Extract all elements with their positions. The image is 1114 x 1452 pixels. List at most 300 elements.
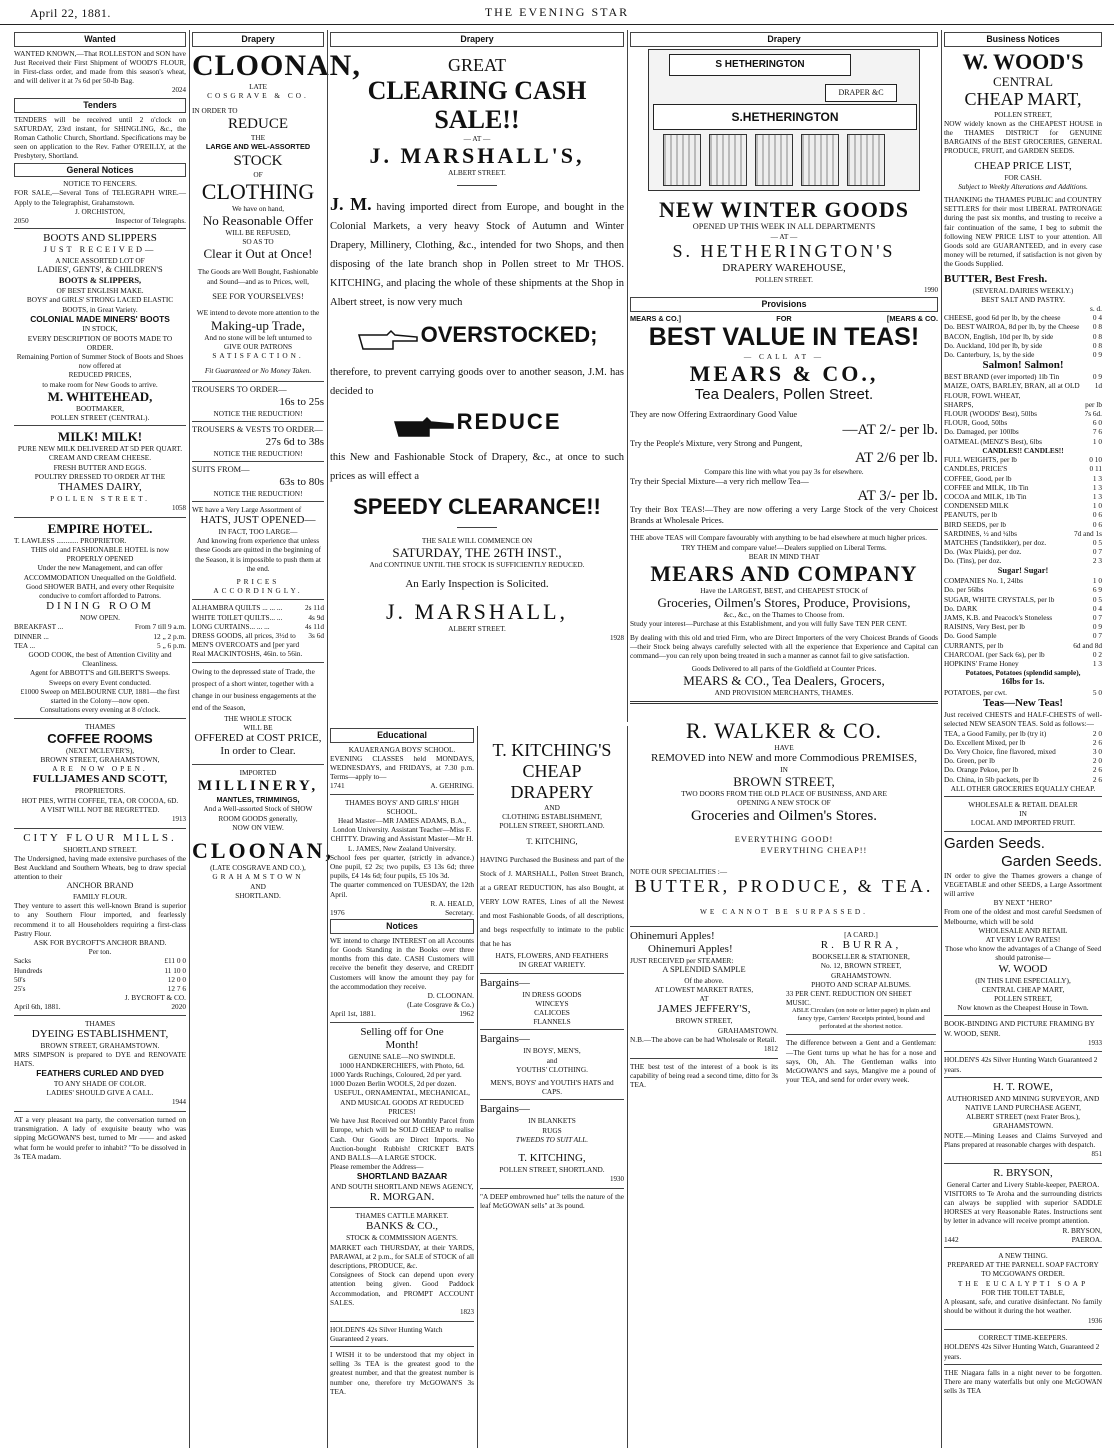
rowe-line: AUTHORISED AND MINING SURVEYOR, AND xyxy=(946,1093,1100,1103)
price-value: 5 „ 6 p.m. xyxy=(157,640,186,650)
price-value: 1 3 xyxy=(1092,473,1102,483)
wood-name: W. WOOD'S xyxy=(962,48,1084,74)
sell-line: 1000 Yards Ruchings, Coloured, 2d per yard. 1000 Dozen Berlin WOOLS, 2d per dozen. xyxy=(330,1070,462,1089)
price-list-2 xyxy=(944,372,1102,446)
price-item: Hundreds xyxy=(14,965,43,975)
coffee-pre: THAMES xyxy=(85,721,115,731)
price-item: Do. (Wax Plaids), per doz. xyxy=(944,547,1022,557)
walker-line: OPENING A NEW STOCK OF xyxy=(737,798,831,808)
price-value: 0 11 xyxy=(1089,464,1102,474)
jm-initials: J. M. xyxy=(330,194,372,214)
ad-number: 1913 xyxy=(172,814,186,823)
milk-line: POLLEN STREET. xyxy=(50,494,150,504)
empire-line: Consultations every evening at 8 o'clock. xyxy=(39,705,161,715)
everything-good: EVERYTHING GOOD! xyxy=(734,835,834,845)
mears-signature-2: AND PROVISION MERCHANTS, THAMES. xyxy=(714,688,854,698)
notice-date: April 1st, 1881. xyxy=(330,1009,376,1019)
boots-line: BOOTS & SLIPPERS, xyxy=(58,275,142,285)
price-item: COFFEE and MILK, 1lb Tin xyxy=(944,482,1029,492)
tea-price: AT 2/6 per lb. xyxy=(854,450,938,467)
boots-line: A NICE ASSORTED LOT OF xyxy=(55,255,145,265)
kitching-text: HAVING Purchased the Business and part of the Stock of J. MARSHALL, Pollen Street Branch, at a GREAT REDUCTION, has also Bought, at VERY LOW RATES, Lines of all the Newest and most Fashionable Goods, of all descriptions, and begs respectfully to intimate to the public that he has xyxy=(480,855,624,949)
grahamstown: GRAHAMSTOWN xyxy=(212,872,304,882)
wholesale-line: LOCAL AND IMPORTED FRUIT. xyxy=(970,818,1076,828)
cloonan-line: SO AS TO xyxy=(242,237,274,247)
price-value: £11 0 0 xyxy=(164,956,186,966)
morgan: R. MORGAN. xyxy=(369,1191,435,1204)
cloonan-line: LARGE AND WEL-ASSORTED xyxy=(205,142,311,152)
for-cash: FOR CASH. xyxy=(1004,172,1042,182)
coffee-rooms-title: COFFEE ROOMS xyxy=(47,730,153,746)
ad-number: 1442 xyxy=(944,1234,959,1244)
empire-proprietor: T. LAWLESS ............ PROPRIETOR. xyxy=(14,535,127,545)
price-value: 0 7 xyxy=(1092,612,1102,622)
section-head-provisions: Provisions xyxy=(630,297,938,312)
low-rates: AT VERY LOW RATES! xyxy=(985,935,1061,945)
groceries-line: Groceries, Oilmen's Stores, Produce, Provisions, xyxy=(657,595,911,611)
price-row xyxy=(944,738,1102,747)
bryson-town: PAEROA. xyxy=(1071,1234,1102,1244)
dye-line: LADIES' SHOULD GIVE A CALL. xyxy=(46,1088,154,1098)
price-row xyxy=(192,622,324,631)
boots-line: EVERY DESCRIPTION OF BOOTS MADE TO ORDER. xyxy=(27,333,173,352)
coffee-line: HOT PIES, WITH COFFEE, TEA, OR COCOA, 6D. xyxy=(21,795,179,805)
milk-line: CREAM AND CREAM CHEESE. xyxy=(48,453,152,463)
tea-try: Try their Box TEAS!—They are now offering a very Large Stock of the very Choicest Brands at Wholesale Prices. xyxy=(630,505,938,525)
price-item: HOPKINS' Frame Honey xyxy=(944,658,1019,668)
marshall-para-text: having imported direct from Europe, and bought in the Colonial Markets, a very heavy Stock of Autumn and Winter Drapery, Millinery, Clothing, &c., intended for two Shops, and then disposing of the late branch shop in Pollen street to Mr THOS. KITCHING, and placing the whole of these shipments at the Shop in Albert street, is now very much xyxy=(330,202,624,308)
price-value: 2 6 xyxy=(1092,765,1102,775)
price-value: 3 0 xyxy=(1092,746,1102,756)
price-value: 7d and 1s xyxy=(1074,528,1102,538)
mears-line: Have the LARGEST, BEST, and CHEAPEST STOCK of xyxy=(700,585,868,595)
cloonan-line: No Reasonable Offer xyxy=(202,213,314,229)
ad-number: 1058 xyxy=(172,504,186,513)
price-value: 12 0 0 xyxy=(167,974,186,984)
city-flour-title: CITY FLOUR MILLS. xyxy=(23,831,177,844)
column-3b xyxy=(480,726,624,1448)
price-row xyxy=(944,474,1102,483)
section-head-business: Business Notices xyxy=(944,32,1102,47)
school-quarter: The quarter commenced on TUESDAY, the 12th April. xyxy=(330,880,474,899)
cheap-drapery: CHEAP DRAPERY xyxy=(510,761,594,802)
boots-received: JUST RECEIVED— xyxy=(43,245,157,255)
bargain-line: RUGS xyxy=(542,1125,562,1135)
best-value-teas: BEST VALUE IN TEAS! xyxy=(648,322,920,351)
walker-line: IN xyxy=(780,764,788,774)
section-head-educational: Educational xyxy=(330,728,474,743)
price-row xyxy=(192,603,324,612)
price-row xyxy=(944,538,1102,547)
ad-number: 1928 xyxy=(610,633,624,642)
seeds-text: Those who know the advantages of a Change of Seed should patronise— xyxy=(944,944,1102,963)
boots-title: BOOTS AND SLIPPERS xyxy=(43,232,157,245)
price-row xyxy=(944,372,1102,381)
price-row xyxy=(944,409,1102,418)
bargain-line: FLANNELS xyxy=(533,1017,571,1027)
ohinemuri: Ohinemuri Apples! xyxy=(630,930,715,942)
mcgowan-foot: "A DEEP embrowned hue" tells the nature of the leaf McGOWAN sells" at 3s pound. xyxy=(480,1191,624,1211)
tea-offer: They are now Offering Extraordinary Good Value xyxy=(630,410,798,420)
mcgowan-foot: I WISH it to be understood that my object in selling 3s TEA is the greatest good to the greatest number, and that the greatest number is number one, therefore try McGOWAN'S 3s TEA. xyxy=(330,1349,474,1396)
wood-intro: NOW widely known as the CHEAPEST HOUSE in the THAMES DISTRICT for GENUINE BARGAINS of the BEST GROCERIES, GENERAL PRODUCE, FRUIT, and GARDEN SEEDS. xyxy=(944,118,1102,156)
ad-number: 1944 xyxy=(172,1098,186,1107)
price-value: 0 5 xyxy=(1092,537,1102,547)
jeffery-line: A SPLENDID SAMPLE xyxy=(662,965,746,975)
fencers-signature: J. ORCHISTON, xyxy=(75,206,125,216)
price-row xyxy=(944,585,1102,594)
price-item: DRESS GOODS, all prices, 3½d to xyxy=(192,631,296,641)
price-row xyxy=(14,632,186,641)
hats-line: IN FACT, TOO LARGE— xyxy=(218,527,298,537)
empire-line: £1000 Sweep on MELBOURNE CUP, 1881—the first started in the Colony—now open. xyxy=(20,686,180,706)
price-row xyxy=(944,510,1102,519)
empire-hotel-title: EMPIRE HOTEL. xyxy=(47,520,153,536)
price-row xyxy=(944,313,1102,322)
cloonan-line: Making-up Trade, xyxy=(211,317,305,333)
jeffery-line: Of the above. xyxy=(684,975,724,985)
anchor-brand: ANCHOR BRAND xyxy=(66,881,134,891)
jeffery-line: JUST RECEIVED per STEAMER: xyxy=(630,956,734,965)
eucalypti-soap: THE EUCALYPTI SOAP xyxy=(957,1278,1089,1288)
soap-line: FOR THE TOILET TABLE, xyxy=(981,1287,1065,1297)
shop-banner: S.HETHERINGTON xyxy=(653,104,917,130)
kitching-line: HATS, FLOWERS, AND FEATHERS xyxy=(495,951,609,961)
notice-reduction: NOTICE THE REDUCTION! xyxy=(213,448,303,458)
ad-number: 851 xyxy=(1091,1150,1102,1159)
section-head-drapery: Drapery xyxy=(192,32,324,47)
mears-signature: MEARS & CO., Tea Dealers, Grocers, xyxy=(683,673,885,689)
sd-header: s. d. xyxy=(1090,304,1102,314)
price-item: Do. Good Sample xyxy=(944,631,997,641)
price-value: 2 0 xyxy=(1092,756,1102,766)
candles-heading: CANDLES!! CANDLES!! xyxy=(982,445,1064,455)
kauaeranga-title: KAUAERANGA BOYS' SCHOOL. xyxy=(348,744,456,754)
clothing-heading: CLOTHING xyxy=(201,178,315,204)
banks-line: STOCK & COMMISSION AGENTS. xyxy=(346,1233,458,1243)
price-item: Do. BEST WAIROA, 8d per lb, by the Cheese xyxy=(944,322,1080,332)
column-5 xyxy=(944,30,1102,1448)
price-value: 6 9 xyxy=(1092,585,1102,595)
niagara-foot: THE Niagara falls in a night never to be forgotten. There are many waterfalls but only one McGOWAN sells 3s TEA xyxy=(944,1367,1102,1396)
book-test: THE best test of the interest of a book is its capability of being read a second time, ditto for 3s TEA. xyxy=(630,1061,778,1090)
price-value: 0 8 xyxy=(1092,340,1102,350)
sell-line: Please remember the Address— xyxy=(330,1162,424,1172)
boots-line: COLONIAL MADE MINERS' BOOTS xyxy=(30,313,170,324)
price-item: TEA, a Good Family, per lb (try it) xyxy=(944,728,1047,738)
tea-above: THE above TEAS will Compare favourably with anything to be had elsewhere at much higher prices. xyxy=(630,533,927,543)
bryson-line: General Carter and Livery Stable-keeper, PAEROA. xyxy=(946,1179,1100,1189)
mears-line: By dealing with this old and tried Firm, who are Direct Importers of the very Choicest Brands of Goods—their Stock being always carefully selected with all the experience that Experience and Capital can command—you can rely upon being treated in such a manner as cannot fail to give satisfaction. xyxy=(630,632,938,660)
burra-line: ABLE Circulars (on note or letter paper) in plain and fancy type, Carriers' Receipts printed, bound and perforated at the shortest notice. xyxy=(791,1007,931,1031)
section-head-wanted: Wanted xyxy=(14,32,186,47)
depressed-trade: Owing to the depressed state of Trade, the prospect of a short winter, together with a change in our business engagements at the end of the Season, xyxy=(192,666,317,712)
great-heading: GREAT xyxy=(448,54,506,75)
price-item: 25's xyxy=(14,983,26,993)
kitching-line: IN GREAT VARIETY. xyxy=(518,960,586,970)
price-value: 0 2 xyxy=(1092,649,1102,659)
in-order-to-clear: In order to Clear. xyxy=(220,745,296,758)
walker-name: R. WALKER & CO. xyxy=(685,717,883,743)
ad-number: 1990 xyxy=(924,285,938,294)
butter-sub: BEST SALT AND PASTRY. xyxy=(981,294,1065,304)
price-row xyxy=(944,775,1102,784)
cloonan-line: SEE FOR YOURSELVES! xyxy=(212,291,304,301)
kitching-line: POLLEN STREET, SHORTLAND. xyxy=(499,821,605,831)
sell-line: USEFUL, ORNAMENTAL, MECHANICAL, AND MUSICAL GOODS AT REDUCED PRICES! xyxy=(334,1088,470,1116)
gent-anecdote: The difference between a Gent and a Gentleman:—The Gent turns up what he has for a nose and says, Oh, Ah. The Gentleman walks into McGOWAN'S and says, Mangive me a pound of your TEA, and send for order every week. xyxy=(786,1038,936,1085)
price-value: 0 10 xyxy=(1089,455,1102,465)
bargains-heading: Bargains— xyxy=(480,976,530,989)
genuine-sale: GENUINE SALE—NO SWINDLE. xyxy=(348,1051,456,1061)
reduce: REDUCE xyxy=(456,409,562,435)
milk-line: PURE NEW MILK DELIVERED AT 5D PER QUART. xyxy=(17,444,183,454)
notice-reduction: NOTICE THE REDUCTION! xyxy=(213,409,303,419)
price-value: 2 6 xyxy=(1092,737,1102,747)
price-row xyxy=(944,437,1102,446)
hetherington-firm: S. HETHERINGTON'S xyxy=(672,241,896,262)
price-value: 6 0 xyxy=(1092,418,1102,428)
bargain-line: MEN'S, BOYS' and YOUTH'S HATS and CAPS. xyxy=(490,1078,614,1097)
ad-number: 2020 xyxy=(171,1002,186,1012)
rowe-line: NATIVE LAND PURCHASE AGENT, xyxy=(965,1103,1081,1113)
price-value: 0 8 xyxy=(1092,322,1102,332)
hats-line: HATS, JUST OPENED— xyxy=(200,514,316,527)
fencers-title: NOTICE TO FENCERS. xyxy=(63,179,137,189)
overstocked-row xyxy=(330,322,624,353)
show-room: And a Well-assorted Stock of SHOW ROOM GOODS generally, xyxy=(203,804,313,823)
trousers-vests-line: TROUSERS & VESTS TO ORDER— xyxy=(192,425,323,435)
cloonan-line: THE xyxy=(250,133,266,143)
wood-line: POLLEN STREET, xyxy=(994,994,1052,1004)
hats-line: WE have a Very Large Assortment of xyxy=(192,504,302,514)
boots-line: IN STOCK, xyxy=(82,324,118,334)
burra-line: 33 PER CENT. REDUCTION ON SHEET MUSIC. xyxy=(786,989,912,1008)
kitching-signature: T. KITCHING, xyxy=(518,1152,586,1165)
seeds-text: From one of the oldest and most careful Seedsmen of Melbourne, which will be sold xyxy=(944,907,1102,926)
cloonan-line: And no stone will be left unturned to xyxy=(204,332,312,342)
price-item: SUGAR, WHITE CRYSTALS, per lb xyxy=(944,594,1055,604)
a-card: [A CARD.] xyxy=(844,930,878,939)
cloonan-line: STOCK xyxy=(233,152,283,169)
cloonan-line: WE intend to devote more attention to the xyxy=(196,308,320,318)
price-item: OATMEAL (MENZ'S Best), 6lbs xyxy=(944,436,1042,446)
call-at: — CALL AT — xyxy=(743,351,825,361)
kitching-line: CLOTHING ESTABLISHMENT, xyxy=(502,812,602,822)
price-item: BIRD SEEDS, per lb xyxy=(944,519,1007,529)
city-flour-ask: ASK FOR BYCROFT'S ANCHOR BRAND. xyxy=(33,937,167,947)
city-flour-text: The Undersigned, having made extensive purchases of the Best Auckland and Southern Wheats, beg to draw special attention to their xyxy=(14,853,186,882)
price-value: 4s 11d xyxy=(305,621,324,631)
price-item: Do. Orange Pekoe, per lb xyxy=(944,765,1019,775)
price-value: 6d and 8d xyxy=(1073,640,1102,650)
jeffery-line: N.B.—The above can be had Wholesale or Retail. xyxy=(630,1034,777,1044)
ad-number: 1936 xyxy=(1088,1316,1102,1325)
price-value: 4s 9d xyxy=(308,612,324,622)
cloonan-line: GIVE OUR PATRONS xyxy=(223,341,293,351)
milk-line: FRESH BUTTER AND EGGS. xyxy=(53,462,147,472)
kitching-title: T. KITCHING'S xyxy=(492,740,612,760)
sale-line: THE SALE WILL COMMENCE ON xyxy=(421,536,533,546)
speedy-clearance: SPEEDY CLEARANCE!! xyxy=(353,494,601,520)
cloonan-line: SATISFACTION. xyxy=(212,351,304,361)
issue-date: April 22, 1881. xyxy=(30,6,111,20)
tea-try: Try the People's Mixture, very Strong and Pungent, xyxy=(630,438,803,448)
dining-room: DINING ROOM xyxy=(46,600,154,613)
price-row xyxy=(944,650,1102,659)
column-3a xyxy=(330,726,474,1448)
mears-company: MEARS AND COMPANY xyxy=(650,560,918,586)
butter-produce-tea: BUTTER, PRODUCE, & TEA. xyxy=(634,875,934,896)
price-value: per lb xyxy=(1085,399,1102,409)
wholesale-retail: WHOLESALE AND RETAIL xyxy=(978,925,1068,935)
bargains-heading: Bargains— xyxy=(480,1103,530,1116)
tea-compare: Compare this line with what you pay 3s for elsewhere. xyxy=(704,467,864,477)
price-row xyxy=(944,613,1102,622)
fencers-ad: FOR SALE,—Several Tons of TELEGRAPH WIRE.—Apply to the Telegraphist, Grahamstown. xyxy=(14,188,186,207)
millinery: MILLINERY, xyxy=(197,778,319,795)
ad-number: 2024 xyxy=(172,86,186,95)
tenders-ad: TENDERS will be received until 2 o'clock on SATURDAY, 23rd instant, for SHINGLING, &c., the Roman Catholic Church, Shortland. Specifications may be seen on application to the Rev. Father O'REILLY, at the Presbytery, Shortland. xyxy=(14,114,186,161)
price-value: 0 4 xyxy=(1092,603,1102,613)
burra-line: BOOKSELLER & STATIONER, xyxy=(812,952,910,962)
butter-heading: BUTTER, Best Fresh. xyxy=(944,272,1048,285)
cost-price: OFFERED at COST PRICE, xyxy=(194,732,322,745)
kitching-line: AND xyxy=(544,803,560,812)
pointing-hand-icon xyxy=(393,414,455,440)
price-item: COMPANIES No. 1, 24lbs xyxy=(944,576,1023,586)
price-value: 7s 6d. xyxy=(1084,409,1102,419)
marshall-para2: therefore, to prevent carrying goods over to another season, J.M. has decided to xyxy=(330,367,624,398)
subject-alterations: Subject to Weekly Alterations and Additions. xyxy=(958,181,1088,191)
central: CENTRAL xyxy=(993,73,1053,89)
potatoes-cwt-price: 5 0 xyxy=(1092,687,1102,697)
whitehead-role: BOOTMAKER, xyxy=(75,403,125,413)
empire-line: Agent for ABBOTT'S and GILBERT'S Sweeps. xyxy=(29,668,170,678)
bryson-line: VISITORS to Te Aroha and the surrounding districts can always be supplied with superior SADDLE HORSES at very Reasonable Rates. Instructions sent by letter in advance will receive prompt attention. xyxy=(944,1188,1102,1226)
price-row xyxy=(944,350,1102,359)
garden-seeds: Garden Seeds. xyxy=(944,834,1045,852)
imported: IMPORTED xyxy=(239,768,277,778)
thames-dairy: THAMES DAIRY, xyxy=(58,481,142,494)
price-item: Do. DARK xyxy=(944,603,978,613)
price-list-1 xyxy=(944,313,1102,359)
price-row xyxy=(944,556,1102,565)
price-row xyxy=(944,747,1102,756)
ad-number: 1933 xyxy=(1088,1038,1102,1047)
fulljames-name: FULLJAMES AND SCOTT, xyxy=(32,773,168,786)
one-month: Month! xyxy=(385,1038,419,1051)
price-value: 0 9 xyxy=(1092,622,1102,632)
price-item: Do. Canterbury, 1s, by the side xyxy=(944,350,1035,360)
price-value: 1 3 xyxy=(1092,482,1102,492)
cannot-surpass: WE CANNOT BE SURPASSED. xyxy=(700,906,868,916)
milk-line: POULTRY DRESSED TO ORDER AT THE xyxy=(34,471,166,481)
cheap-mart: CHEAP MART, xyxy=(964,88,1082,109)
walker-removed: REMOVED into NEW and more Commodious PREMISES, xyxy=(651,751,917,764)
page-header xyxy=(0,0,1114,25)
coats-line: MEN'S OVERCOATS and [per yard xyxy=(192,640,300,650)
jeffery-ad xyxy=(630,930,778,1089)
price-head: Per ton. xyxy=(88,947,112,957)
suits-line: SUITS FROM— xyxy=(192,465,250,475)
whitehead-name: M. WHITEHEAD, xyxy=(47,388,153,404)
price-row xyxy=(944,464,1102,473)
cloonan-line: (LATE COSGRAVE AND CO.), xyxy=(210,863,306,873)
wood-thanks: THANKING the THAMES PUBLIC and COUNTRY SETTLERS for their most LIBERAL PATRONAGE during the past six months, and trusting to receive a fair continuation of the same, I beg to submit the following NEW PRICE LIST to your attention. All Goods sold are GUARANTEED, and in every case money will be returned, if satisfaction is not given by the Goods Supplied. xyxy=(944,195,1102,269)
bargain-line: IN BOYS', MEN'S, xyxy=(523,1046,581,1056)
boots-line: to make room for New Goods to arrive. xyxy=(42,379,158,389)
ad-number: 1812 xyxy=(764,1045,778,1054)
boots-line: OF BEST ENGLISH MAKE. xyxy=(56,286,144,296)
suits-price: 63s to 80s xyxy=(279,475,324,488)
price-item: TEA ... xyxy=(14,640,36,650)
and: AND xyxy=(250,881,266,891)
burra-line: PHOTO AND SCRAP ALBUMS. xyxy=(811,979,911,989)
coffee-line: BROWN STREET, GRAHAMSTOWN, xyxy=(40,754,160,764)
price-row xyxy=(192,631,324,640)
dining-open: NOW OPEN. xyxy=(80,613,120,623)
salmon-heading: Salmon! Salmon! xyxy=(982,359,1064,372)
early-inspection: An Early Inspection is Solicited. xyxy=(405,577,549,590)
gehring-signature: A. GEHRING. xyxy=(430,781,474,791)
price-row xyxy=(944,641,1102,650)
mears-line: Goods Delivered to all parts of the Goldfield at Counter Prices. xyxy=(691,664,877,674)
column-4 xyxy=(630,30,938,1448)
price-item: Do. Damaged, per 100lbs xyxy=(944,427,1019,437)
soap-line: PREPARED AT THE PARNELL SOAP FACTORY TO MCGOWAN'S ORDER. xyxy=(947,1260,1099,1279)
price-item: DINNER ... xyxy=(14,631,49,641)
price-item: Do. Auckland, 10d per lb, by side xyxy=(944,340,1043,350)
pointing-hand-icon xyxy=(357,327,419,353)
tea-price: AT 3/- per lb. xyxy=(857,488,938,505)
price-item: CHEESE, good 6d per lb, by the cheese xyxy=(944,313,1061,323)
price-item: Do. China, in 5lb packets, per lb xyxy=(944,774,1039,784)
trousers-vests-price: 27s 6d to 38s xyxy=(265,435,324,448)
dye-address: BROWN STREET, GRAHAMSTOWN. xyxy=(40,1040,160,1050)
price-item: Do. Green, per lb xyxy=(944,756,995,766)
heald-signature: R. A. HEALD, xyxy=(430,898,474,908)
new-winter-goods: NEW WINTER GOODS xyxy=(659,196,909,222)
city-flour-date: April 6th, 1881. xyxy=(14,1002,61,1012)
price-item: Do. (Tins), per doz. xyxy=(944,556,1002,566)
banks-co: BANKS & CO., xyxy=(365,1220,439,1233)
walker-line: TWO DOORS FROM THE OLD PLACE OF BUSINESS, AND ARE xyxy=(681,789,887,798)
for-label: FOR xyxy=(776,313,792,323)
cloonan-signature: D. CLOONAN. xyxy=(427,991,474,1001)
coffee-line: (NEXT MCLEVER'S), xyxy=(65,745,135,755)
dye-title: DYEING ESTABLISHMENT, xyxy=(31,1027,169,1040)
ad-number: 1823 xyxy=(460,1307,474,1316)
price-row xyxy=(944,622,1102,631)
overstocked: OVERSTOCKED; xyxy=(420,322,598,347)
jeffery-line: BROWN STREET, xyxy=(675,1016,733,1026)
price-value: From 7 till 9 a.m. xyxy=(134,622,186,632)
dye-pre: THAMES xyxy=(85,1018,115,1028)
coffee-line: A VISIT WILL NOT BE REGRETTED. xyxy=(40,804,160,814)
price-value: 12 7 6 xyxy=(167,983,186,993)
price-item: SARDINES, ½ and ¼lbs xyxy=(944,528,1017,538)
jeffery-name: JAMES JEFFERY'S, xyxy=(657,1003,751,1016)
shop-roof-sign: S HETHERINGTON xyxy=(669,54,851,76)
jeffery-line: GRAHAMSTOWN. xyxy=(717,1025,778,1035)
cloonan-name: CLOONAN, xyxy=(192,48,361,82)
by-next-hero: BY NEXT "HERO" xyxy=(993,898,1053,908)
price-row xyxy=(14,622,186,631)
mears-line: Study your interest—Purchase at this Establishment, and you will fully Save TEN PER CENT. xyxy=(630,619,907,629)
burra-ad xyxy=(786,930,936,1089)
sale-line: And CONTINUE UNTIL THE STOCK IS SUFFICIENTLY REDUCED. xyxy=(369,560,585,570)
